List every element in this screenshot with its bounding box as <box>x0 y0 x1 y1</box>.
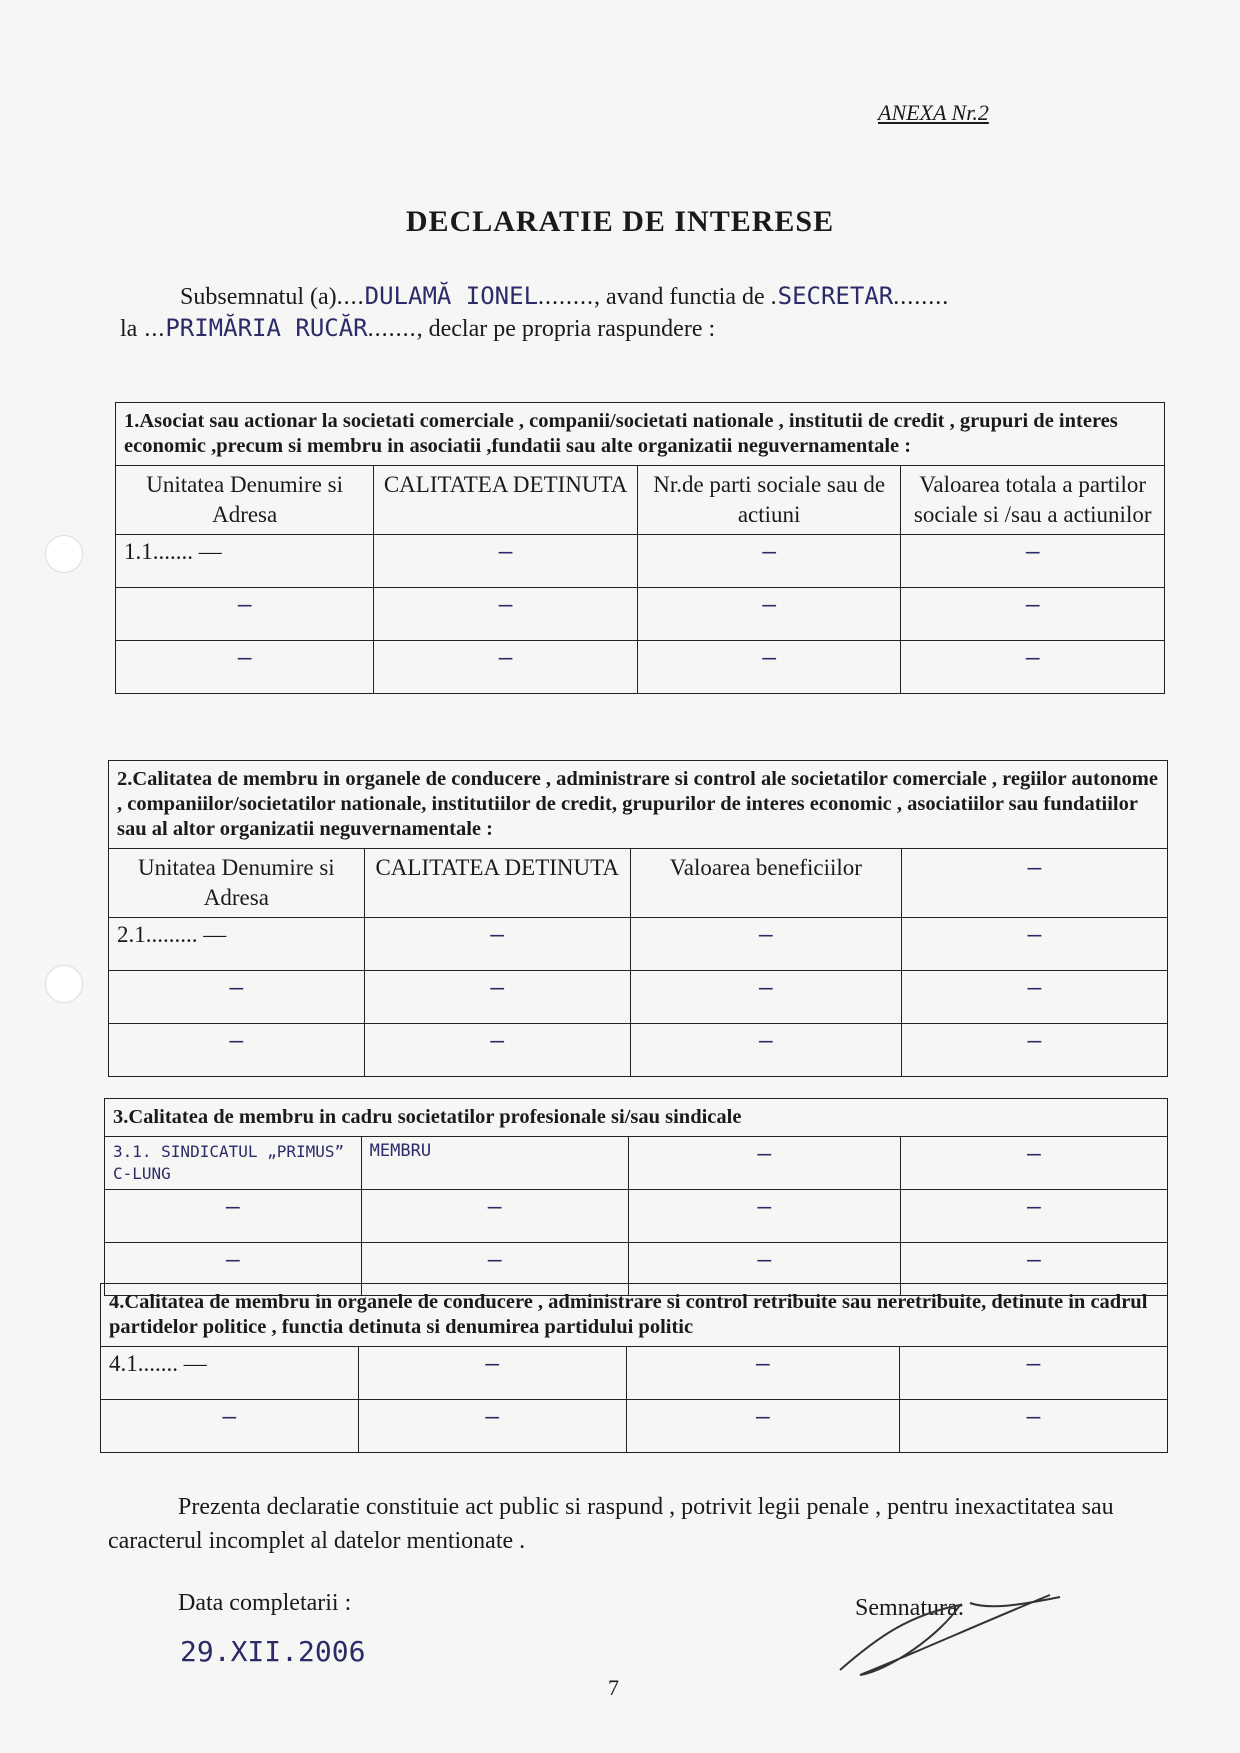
section-2-header: 2.Calitatea de membru in organele de conducere , administrare si control ale societatilor comerciale , regiilor autonome , companiilor/societatilor nationale, institutiilor de credit, grupurilor de interes economic , asociatiilor sau fundatiilor sau al altor organizatii neguvernamentale : <box>109 761 1168 849</box>
column-header-quality: CALITATEA DETINUTA <box>374 466 638 535</box>
section-4-header: 4.Calitatea de membru in organele de conducere , administrare si control retribuite sau neretribuite, detinute in cadrul partidelor politice , functia detinuta si denumirea partidului politic <box>101 1284 1168 1347</box>
table-row <box>116 588 1165 641</box>
table-cell: — <box>374 535 638 588</box>
institution-value: PRIMĂRIA RUCĂR <box>165 314 368 342</box>
table-cell: — <box>628 1243 900 1296</box>
la-label: la <box>120 316 138 342</box>
declaration-statement: Prezenta declaratie constituie act public si raspund , potrivit legii penale , pentru inexactitatea sau caracterul incomplet al datelor mentionate . <box>108 1494 1114 1554</box>
table-cell: — <box>901 971 1167 1024</box>
table-cell: — <box>901 535 1165 588</box>
column-header-value: Valoarea totala a partilor sociale si /sau a actiunilor <box>901 466 1165 535</box>
table-cell: MEMBRU <box>361 1137 628 1190</box>
table-cell: — <box>899 1400 1167 1453</box>
table-cell: — <box>364 1024 630 1077</box>
column-header-unit: Unitatea Denumire si Adresa <box>116 466 374 535</box>
column-header-quality: CALITATEA DETINUTA <box>364 849 630 918</box>
table-row <box>109 971 1168 1024</box>
document-title: DECLARATIE DE INTERESE <box>405 205 835 238</box>
table-cell: — <box>374 588 638 641</box>
table-cell: — <box>899 1347 1167 1400</box>
table-cell: — <box>374 641 638 694</box>
table-cell: 1.1....... — <box>116 535 374 588</box>
table-row <box>101 1347 1168 1400</box>
intro-line-2: la ...PRIMĂRIA RUCĂR......., declar pe propria raspundere : <box>120 314 716 342</box>
table-cell: 2.1......... — <box>109 918 365 971</box>
table-row <box>101 1400 1168 1453</box>
table-cell: — <box>364 918 630 971</box>
table-cell: — <box>364 971 630 1024</box>
declar-label: , declar pe propria raspundere : <box>416 316 716 342</box>
table-cell: — <box>901 641 1165 694</box>
table-row <box>109 1024 1168 1077</box>
table-cell: — <box>626 1400 899 1453</box>
table-cell: — <box>626 1347 899 1400</box>
intro-line-1: Subsemnatul (a)....DULAMĂ IONEL........, avand functia de .SECRETAR........ <box>180 282 950 310</box>
section-1-table <box>115 402 1165 694</box>
column-header-shares: Nr.de parti sociale sau de actiuni <box>637 466 901 535</box>
table-cell: — <box>628 1137 900 1190</box>
table-row <box>105 1137 1168 1190</box>
date-label: Data completarii : <box>178 1590 352 1616</box>
punch-hole-bottom <box>45 965 83 1003</box>
table-row <box>105 1190 1168 1243</box>
table-cell: — <box>105 1190 362 1243</box>
table-cell: — <box>628 1190 900 1243</box>
table-cell: — <box>116 641 374 694</box>
table-row <box>109 918 1168 971</box>
declarant-name: DULAMĂ IONEL <box>364 282 539 310</box>
table-cell: — <box>637 588 901 641</box>
table-cell: — <box>361 1243 628 1296</box>
subsemnatul-label: Subsemnatul (a) <box>180 284 337 310</box>
table-cell: — <box>901 588 1165 641</box>
table-cell: — <box>900 1190 1167 1243</box>
table-cell: 4.1....... — <box>101 1347 359 1400</box>
table-row <box>116 641 1165 694</box>
table-cell: — <box>101 1400 359 1453</box>
annex-label: ANEXA Nr.2 <box>878 100 989 125</box>
table-cell: — <box>630 971 901 1024</box>
date-value: 29.XII.2006 <box>180 1635 366 1668</box>
signature-scribble-icon <box>820 1575 1080 1685</box>
column-header-benefits: Valoarea beneficiilor <box>630 849 901 918</box>
column-header-empty: — <box>901 849 1167 918</box>
table-cell: — <box>901 918 1167 971</box>
table-cell: — <box>900 1243 1167 1296</box>
table-cell: — <box>637 641 901 694</box>
section-3-header: 3.Calitatea de membru in cadru societatilor profesionale si/sau sindicale <box>105 1099 1168 1137</box>
table-cell: 3.1. SINDICATUL „PRIMUS” C-LUNG <box>105 1137 362 1190</box>
section-1-header: 1.Asociat sau actionar la societati comerciale , companii/societati nationale , institutii de credit , grupuri de interes economic ,precum si membru in asociatii ,fundatii sau alte organizatii neguvernamentale : <box>116 403 1165 466</box>
table-cell: — <box>630 1024 901 1077</box>
function-label: , avand functia de <box>594 284 765 310</box>
table-cell: — <box>358 1400 626 1453</box>
punch-hole-top <box>45 535 83 573</box>
table-cell: — <box>105 1243 362 1296</box>
table-row <box>116 535 1165 588</box>
table-cell: — <box>901 1024 1167 1077</box>
function-value: SECRETAR <box>777 282 894 310</box>
column-header-unit: Unitatea Denumire si Adresa <box>109 849 365 918</box>
table-cell: — <box>116 588 374 641</box>
table-cell: — <box>900 1137 1167 1190</box>
table-cell: — <box>109 971 365 1024</box>
section-3-table <box>104 1098 1168 1296</box>
section-2-table <box>108 760 1168 1077</box>
table-cell: — <box>630 918 901 971</box>
section-4-table <box>100 1283 1168 1453</box>
table-cell: — <box>637 535 901 588</box>
table-cell: — <box>358 1347 626 1400</box>
signature-label: Semnatura: <box>855 1595 965 1621</box>
table-cell: — <box>109 1024 365 1077</box>
page-number: 7 <box>608 1675 619 1700</box>
table-cell: — <box>361 1190 628 1243</box>
